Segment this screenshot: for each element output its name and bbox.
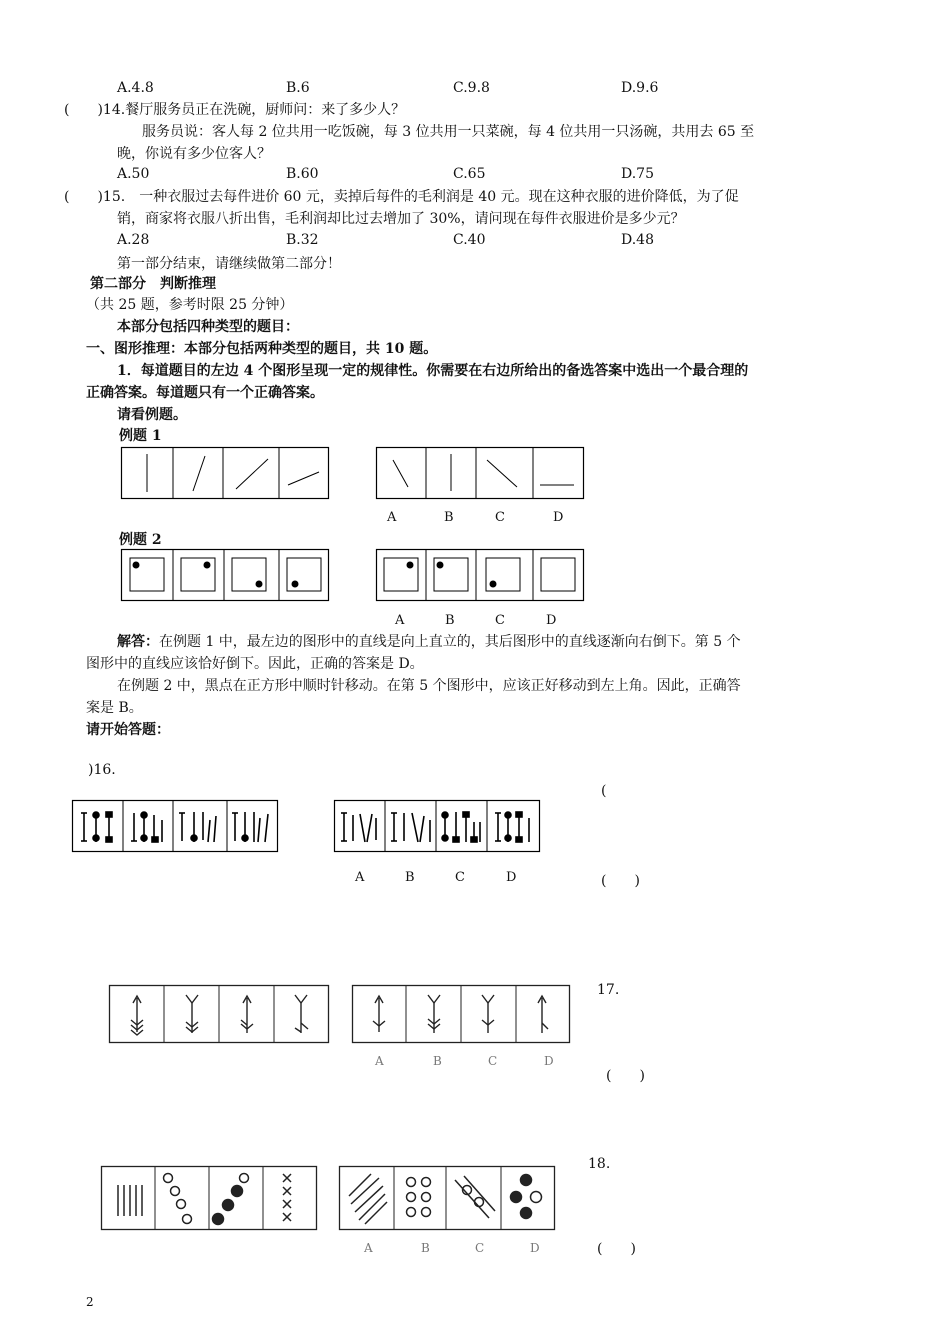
option-c: C.9.8 bbox=[453, 80, 490, 96]
answer-label: 解答： bbox=[117, 634, 159, 650]
example1-label: 例题 1 bbox=[119, 428, 162, 444]
q17-question-figure bbox=[109, 985, 329, 1043]
example2-option-d: D bbox=[546, 613, 557, 628]
q16-answer-figure bbox=[334, 800, 540, 852]
example1-option-c: C bbox=[495, 510, 505, 525]
rule-line1: 1．每道题目的左边 4 个图形呈现一定的规律性。你需要在右边所给出的备选答案中选出一个最合理的 bbox=[117, 363, 749, 379]
option-d: D.9.6 bbox=[621, 80, 659, 96]
example1-option-b: B bbox=[444, 510, 454, 525]
example1-option-a: A bbox=[387, 510, 397, 525]
option-c: C.40 bbox=[453, 232, 486, 248]
q16-option-a: A bbox=[355, 870, 365, 885]
option-a: A.28 bbox=[117, 232, 150, 248]
start-answering: 请开始答题： bbox=[86, 722, 170, 738]
part2-intro: 本部分包括四种类型的题目： bbox=[117, 319, 299, 335]
option-a: A.50 bbox=[117, 166, 150, 182]
q15-stem: ( )15. 一种衣服过去每件进价 60 元，卖掉后每件的毛利润是 40 元。现在这种衣服的进价降低，为了促 bbox=[64, 189, 739, 205]
q17-answer-blank[interactable]: ( ) bbox=[606, 1068, 645, 1084]
option-d: D.48 bbox=[621, 232, 654, 248]
q15-line2: 销，商家将衣服八折出售，毛利润却比过去增加了 30%，请问现在每件衣服进价是多少元？ bbox=[117, 211, 685, 227]
example2-answer-figure bbox=[376, 549, 584, 601]
option-c: C.65 bbox=[453, 166, 486, 182]
page-number: 2 bbox=[86, 1295, 94, 1309]
q17-option-a: A bbox=[375, 1054, 384, 1068]
q16-answer-blank[interactable]: ( ) bbox=[601, 873, 640, 889]
answer-para1-line1 bbox=[117, 631, 741, 651]
part-end-note: 第一部分结束，请继续做第二部分！ bbox=[117, 256, 341, 272]
q18-question-figure bbox=[101, 1166, 317, 1230]
example1-option-d: D bbox=[553, 510, 564, 525]
option-a: A.4.8 bbox=[117, 80, 154, 96]
example2-option-a: A bbox=[395, 613, 405, 628]
q16-option-d: D bbox=[506, 870, 517, 885]
q17-answer-figure bbox=[352, 985, 570, 1043]
q18-answer-figure bbox=[339, 1166, 555, 1230]
q18-answer-blank[interactable]: ( ) bbox=[597, 1241, 636, 1257]
part2-subtitle: （共 25 题，参考时限 25 分钟） bbox=[86, 297, 294, 313]
q14-line2: 服务员说：客人每 2 位共用一吃饭碗，每 3 位共用一只菜碗，每 4 位共用一只汤碗，共用去 65 至 bbox=[142, 124, 755, 140]
see-example: 请看例题。 bbox=[117, 407, 187, 423]
answer1-text: 在例题 1 中，最左边的图形中的直线是向上直立的，其后图形中的直线逐渐向右倒下。第 5 个 bbox=[159, 634, 741, 650]
answer-para2-line1: 在例题 2 中，黑点在正方形中顺时针移动。在第 5 个图形中，应该正好移动到左上角。因此，正确答 bbox=[117, 678, 741, 694]
option-b: B.60 bbox=[286, 166, 319, 182]
rule-line2: 正确答案。每道题只有一个正确答案。 bbox=[86, 385, 324, 401]
example1-answer-figure bbox=[376, 447, 584, 499]
q16-question-figure bbox=[72, 800, 278, 852]
part2-title: 第二部分 判断推理 bbox=[90, 276, 216, 292]
option-b: B.32 bbox=[286, 232, 319, 248]
q18-option-d: D bbox=[530, 1241, 540, 1255]
q14-stem: ( )14.餐厅服务员正在洗碗，厨师问：来了多少人？ bbox=[64, 102, 406, 118]
example2-question-figure bbox=[121, 549, 329, 601]
example2-label: 例题 2 bbox=[119, 532, 162, 548]
example1-question-figure bbox=[121, 447, 329, 499]
q16-option-b: B bbox=[405, 870, 415, 885]
answer-para2-line2: 案是 B。 bbox=[86, 700, 143, 716]
option-b: B.6 bbox=[286, 80, 310, 96]
section1-heading: 一、图形推理：本部分包括两种类型的题目，共 10 题。 bbox=[86, 341, 438, 357]
q17-option-b: B bbox=[433, 1054, 442, 1068]
q18-option-a: A bbox=[364, 1241, 373, 1255]
q18-option-b: B bbox=[421, 1241, 430, 1255]
q16-number: )16. bbox=[88, 762, 116, 778]
q18-number: 18. bbox=[588, 1156, 611, 1172]
example2-option-b: B bbox=[445, 613, 455, 628]
q18-option-c: C bbox=[475, 1241, 485, 1255]
q16-option-c: C bbox=[455, 870, 465, 885]
example2-option-c: C bbox=[495, 613, 505, 628]
answer-para1-line2: 图形中的直线应该恰好倒下。因此，正确的答案是 D。 bbox=[86, 656, 424, 672]
q14-line3: 晚，你说有多少位客人？ bbox=[117, 146, 271, 162]
q16-paren-open: ( bbox=[601, 783, 607, 799]
q17-option-c: C bbox=[488, 1054, 498, 1068]
option-d: D.75 bbox=[621, 166, 654, 182]
q17-option-d: D bbox=[544, 1054, 554, 1068]
q17-number: 17. bbox=[597, 982, 620, 998]
